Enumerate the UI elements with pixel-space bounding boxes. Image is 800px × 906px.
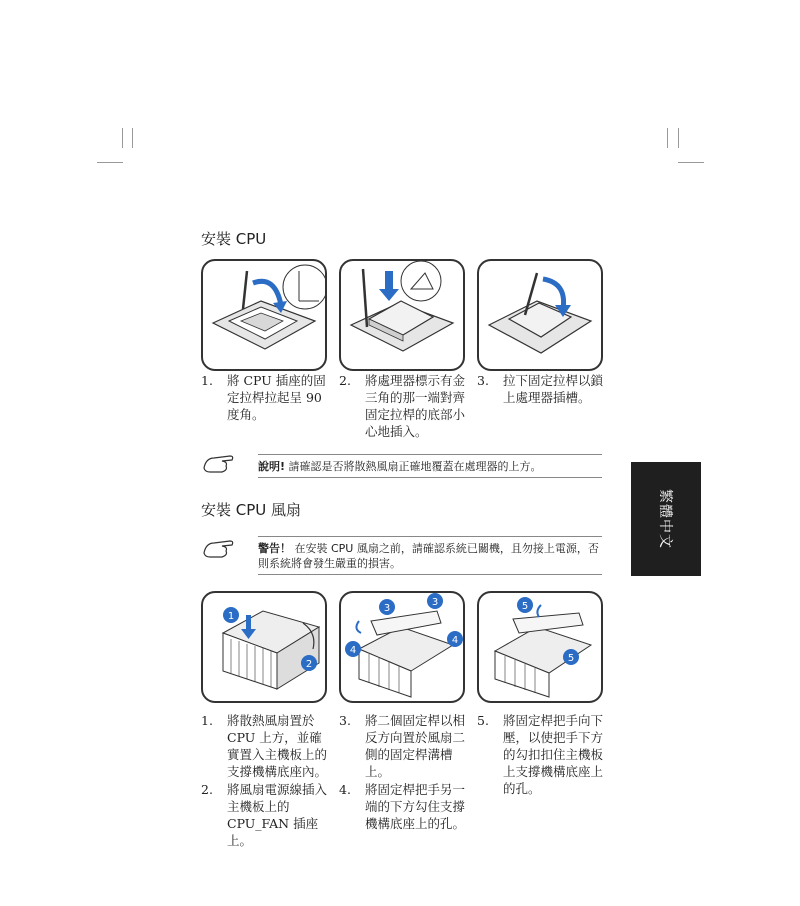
badge-label: 4 — [349, 645, 357, 656]
fan-lock-illustration — [479, 593, 601, 701]
cpu-insert-illustration — [341, 261, 463, 369]
figure-fan-step-5 — [477, 591, 603, 703]
crop-mark — [122, 128, 123, 148]
badge-label: 1 — [227, 611, 235, 622]
badge-label: 4 — [451, 635, 459, 646]
note-box — [258, 454, 602, 478]
step-number: 1. — [201, 713, 213, 728]
step-line: 固定拉桿的底部小 — [365, 407, 466, 422]
step-line: 的孔。 — [503, 781, 541, 796]
step-line: 端的下方勾住支撐 — [365, 799, 466, 814]
step-text — [227, 712, 327, 780]
step-line: 壓，以使把手下方 — [503, 730, 604, 745]
step-text — [365, 781, 465, 832]
fan-placement-illustration — [203, 593, 325, 701]
step-line: 將二個固定桿以相 — [365, 713, 466, 728]
note-label: 說明! — [258, 460, 286, 473]
figure-cpu-step-2 — [339, 259, 465, 371]
fan-lever-illustration — [341, 593, 463, 701]
step-number: 2. — [339, 373, 351, 388]
figure-cpu-step-1 — [201, 259, 327, 371]
step-line: 將處理器標示有金 — [365, 373, 466, 388]
pointing-hand-icon — [202, 535, 236, 561]
step-line: 的勾扣扣住主機板 — [503, 747, 604, 762]
badge-label: 5 — [521, 601, 529, 612]
crop-mark — [678, 128, 679, 148]
step-line: 定拉桿拉起呈 90 — [227, 390, 322, 405]
figure-fan-step-1-2 — [201, 591, 327, 703]
note-text: 請確認是否將散熱風扇正確地覆蓋在處理器的上方。 — [285, 460, 542, 473]
step-line: 上處理器插槽。 — [503, 390, 591, 405]
warning-line-2: 則系統將會發生嚴重的損害。 — [258, 557, 401, 570]
step-number: 3. — [339, 713, 351, 728]
crop-mark — [97, 162, 123, 163]
step-text — [503, 712, 603, 797]
step-line: 將風扇電源線插入 — [227, 782, 328, 797]
step-line: 上。 — [365, 764, 391, 779]
step-line: 三角的那一端對齊 — [365, 390, 466, 405]
warning-box — [258, 536, 602, 575]
step-line: 心地插入。 — [365, 424, 428, 439]
language-tab — [631, 462, 701, 576]
figure-cpu-step-3 — [477, 259, 603, 371]
step-line: 主機板上的 — [227, 799, 290, 814]
step-number: 3. — [477, 373, 489, 388]
pointing-hand-icon — [202, 450, 236, 476]
step-line: 將 CPU 插座的固 — [227, 373, 326, 388]
crop-mark — [667, 128, 668, 148]
step-text — [503, 372, 603, 406]
step-line: 拉下固定拉桿以鎖 — [503, 373, 604, 388]
warning-line-1 — [258, 541, 602, 556]
crop-mark — [132, 128, 133, 148]
step-text — [227, 781, 327, 849]
step-line: 實置入主機板上的 — [227, 747, 328, 762]
crop-mark — [678, 162, 704, 163]
step-number: 5. — [477, 713, 489, 728]
step-line: 度角。 — [227, 407, 265, 422]
step-line: 上支撐機構底座上 — [503, 764, 604, 779]
section-title-install-fan: 安裝 CPU 風扇 — [201, 501, 302, 519]
step-text — [365, 372, 465, 440]
badge-label: 5 — [567, 653, 575, 664]
cpu-socket-lever-up-illustration — [203, 261, 325, 369]
step-line: 將固定桿把手另一 — [365, 782, 466, 797]
step-line: CPU 上方，並確 — [227, 730, 322, 745]
badge-label: 3 — [383, 603, 391, 614]
language-tab-label: 繁體中文 — [657, 489, 673, 549]
section-title-install-cpu: 安裝 CPU — [201, 230, 267, 248]
badge-label: 2 — [305, 659, 313, 670]
warning-text: 在安裝 CPU 風扇之前，請確認系統已關機，且勿接上電源，否 — [291, 542, 599, 555]
cpu-lever-down-illustration — [479, 261, 601, 369]
step-line: 上。 — [227, 833, 253, 848]
step-number: 1. — [201, 373, 213, 388]
step-line: 將散熱風扇置於 — [227, 713, 315, 728]
step-number: 2. — [201, 782, 213, 797]
step-line: 側的固定桿溝槽 — [365, 747, 453, 762]
step-line: CPU_FAN 插座 — [227, 816, 319, 831]
step-line: 支撐機構底座內。 — [227, 764, 328, 779]
step-line: 將固定桿把手向下 — [503, 713, 604, 728]
step-number: 4. — [339, 782, 351, 797]
step-line: 反方向置於風扇二 — [365, 730, 466, 745]
step-line: 機構底座上的孔。 — [365, 816, 466, 831]
badge-label: 3 — [431, 597, 439, 608]
step-text — [365, 712, 465, 780]
step-text — [227, 372, 326, 423]
figure-fan-step-3-4 — [339, 591, 465, 703]
warning-label: 警告！ — [258, 542, 291, 555]
